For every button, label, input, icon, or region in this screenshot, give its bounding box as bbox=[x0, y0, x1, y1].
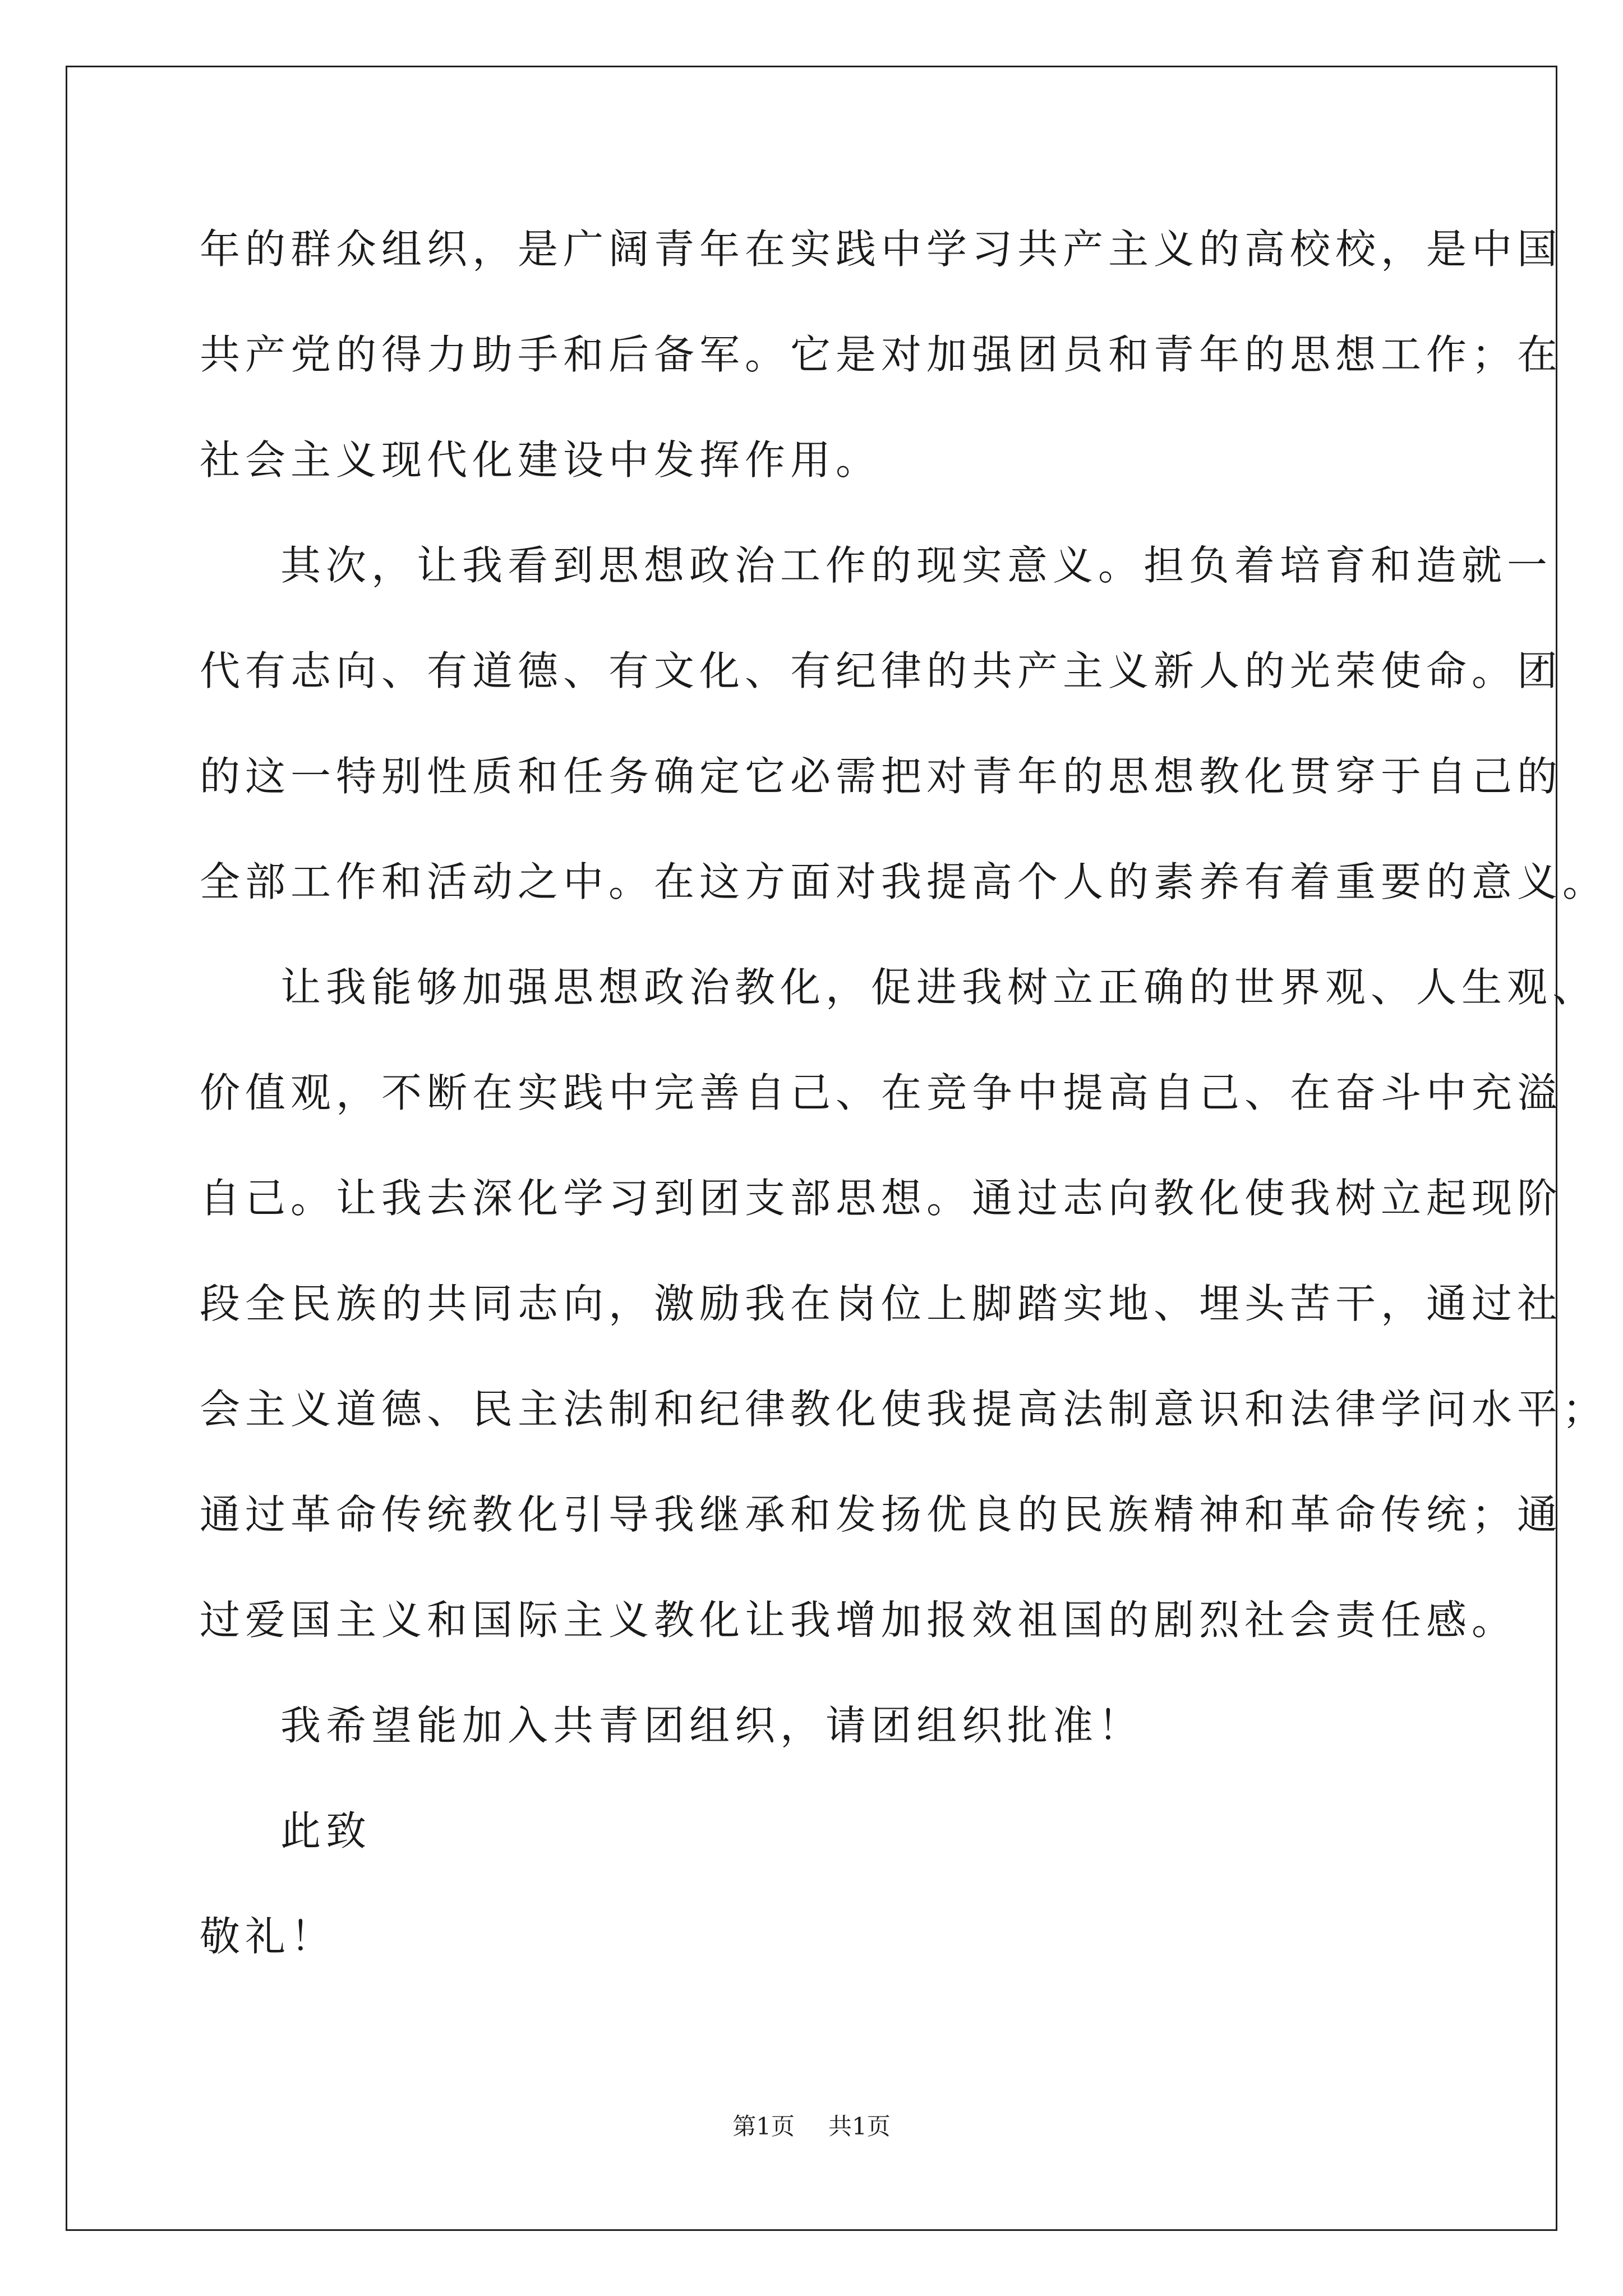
text-line-9: 价值观，不断在实践中完善自己、在竞争中提高自己、在奋斗中充溢 bbox=[200, 1069, 1563, 1116]
text-line-8: 让我能够加强思想政治教化，促进我树立正确的世界观、人生观、 bbox=[280, 964, 1598, 1011]
text-line-5: 代有志向、有道德、有文化、有纪律的共产主义新人的光荣使命。团 bbox=[200, 647, 1563, 694]
text-line-12: 会主义道德、民主法制和纪律教化使我提高法制意识和法律学问水平； bbox=[200, 1386, 1608, 1433]
page-border bbox=[66, 66, 1557, 2231]
page-number-current: 第1页 bbox=[732, 2113, 795, 2140]
text-line-11: 段全民族的共同志向，激励我在岗位上脚踏实地、埋头苦干，通过社 bbox=[200, 1280, 1563, 1327]
text-line-2: 共产党的得力助手和后备军。它是对加强团员和青年的思想工作；在 bbox=[200, 331, 1563, 378]
text-line-1: 年的群众组织，是广阔青年在实践中学习共产主义的高校校，是中国 bbox=[200, 226, 1563, 273]
text-line-13: 通过革命传统教化引导我继承和发扬优良的民族精神和革命传统；通 bbox=[200, 1491, 1563, 1538]
closing-cizhi: 此致 bbox=[280, 1807, 372, 1855]
text-line-10: 自己。让我去深化学习到团支部思想。通过志向教化使我树立起现阶 bbox=[200, 1175, 1563, 1222]
text-line-3: 社会主义现代化建设中发挥作用。 bbox=[200, 436, 882, 484]
text-line-4: 其次，让我看到思想政治工作的现实意义。担负着培育和造就一 bbox=[280, 542, 1553, 589]
text-line-15: 我希望能加入共青团组织，请团组织批准！ bbox=[280, 1702, 1144, 1749]
text-line-14: 过爱国主义和国际主义教化让我增加报效祖国的剧烈社会责任感。 bbox=[200, 1596, 1518, 1644]
text-line-7: 全部工作和活动之中。在这方面对我提高个人的素养有着重要的意义。 bbox=[200, 858, 1608, 905]
page-footer bbox=[0, 2115, 1623, 2138]
closing-jingli: 敬礼！ bbox=[200, 1913, 336, 1960]
page-number-total: 共1页 bbox=[828, 2113, 891, 2140]
text-line-6: 的这一特别性质和任务确定它必需把对青年的思想教化贯穿于自己的 bbox=[200, 753, 1563, 800]
